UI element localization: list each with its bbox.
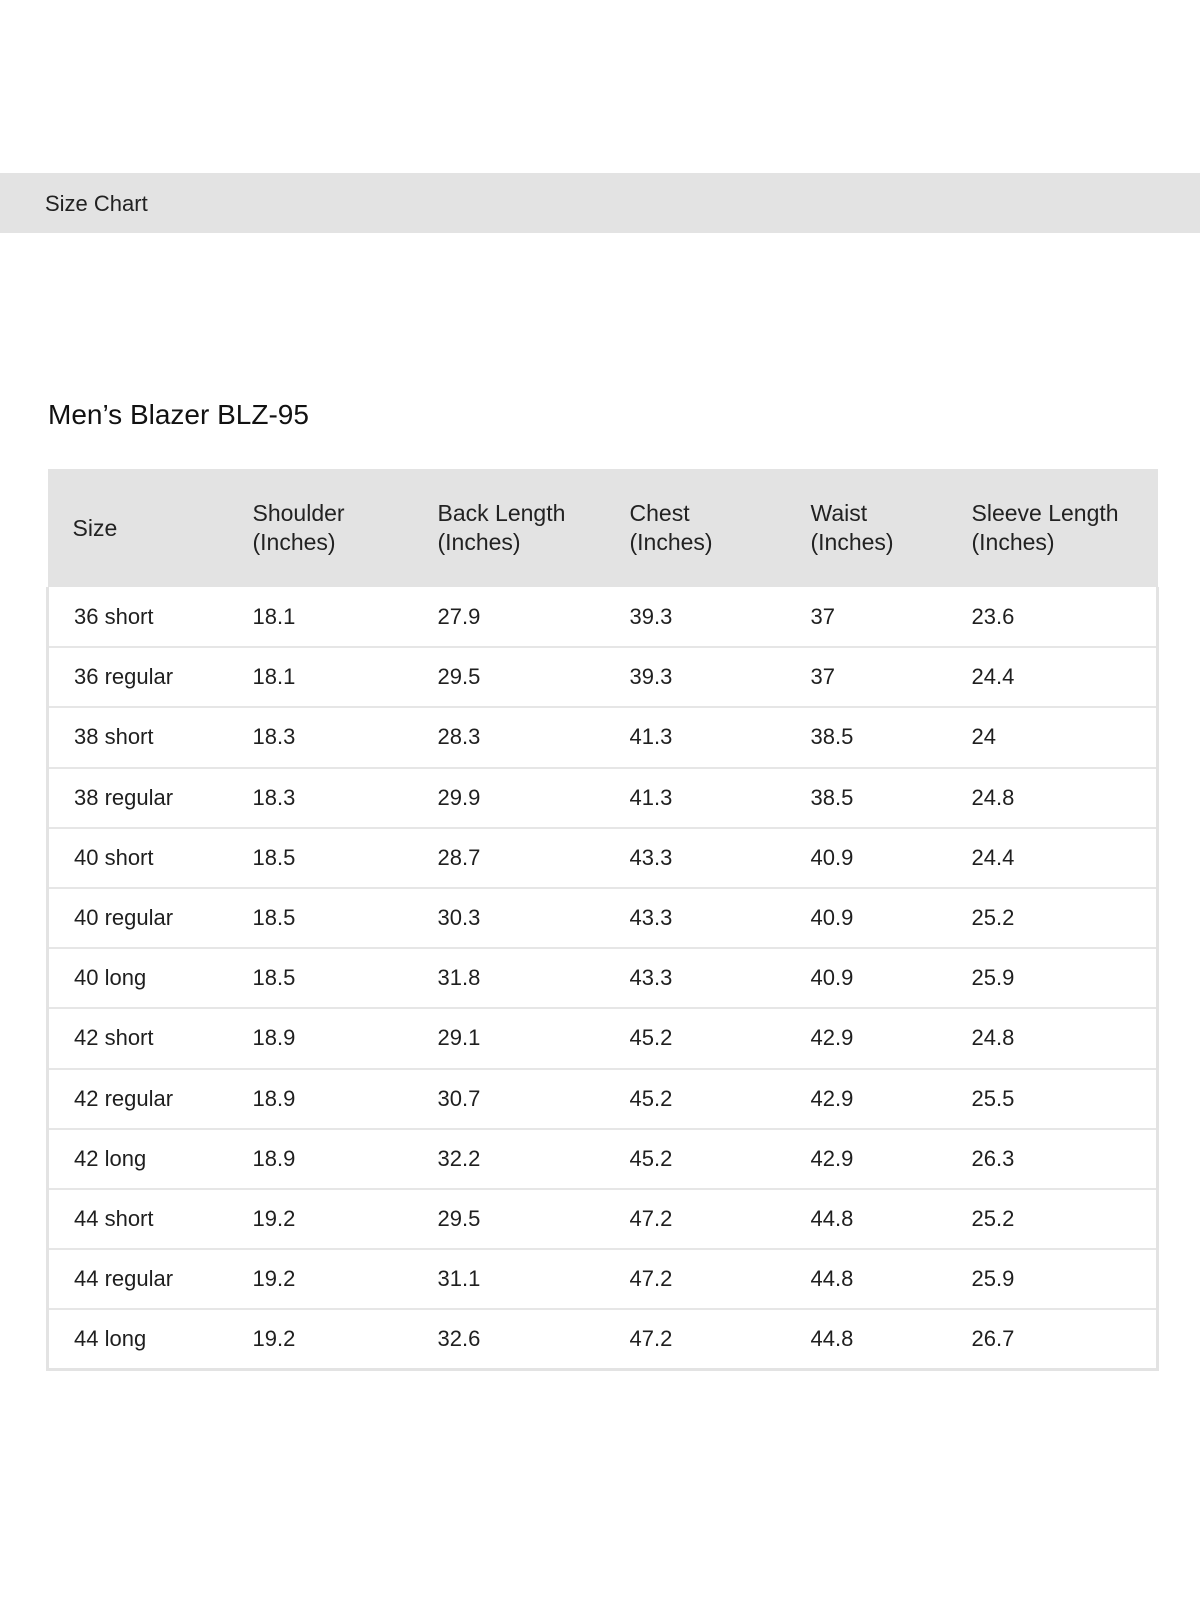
cell-chest: 41.3 xyxy=(629,724,673,750)
cell-back-length: 29.5 xyxy=(437,1205,481,1231)
cell-size: 40 short xyxy=(74,844,154,870)
cell-chest: 45.2 xyxy=(629,1025,673,1051)
cell-size: 36 regular xyxy=(74,664,174,690)
cell-sleeve-length: 26.7 xyxy=(971,1326,1015,1352)
column-header-sleeve-length xyxy=(947,469,1158,587)
column-header-label: Sleeve Length xyxy=(971,500,1119,526)
cell-waist: 42.9 xyxy=(810,1085,854,1111)
cell-waist: 42.9 xyxy=(810,1025,854,1051)
table-row xyxy=(48,647,1158,707)
cell-waist: 38.5 xyxy=(810,724,854,750)
cell-sleeve-length: 23.6 xyxy=(971,603,1015,629)
product-title: Men’s Blazer BLZ-95 xyxy=(48,399,309,430)
cell-sleeve-length: 24.4 xyxy=(971,664,1015,690)
table-row xyxy=(48,707,1158,767)
cell-size: 38 short xyxy=(74,724,154,750)
cell-sleeve-length: 25.5 xyxy=(971,1085,1015,1111)
cell-waist: 44.8 xyxy=(810,1266,854,1292)
cell-back-length: 30.7 xyxy=(437,1085,481,1111)
cell-size: 42 long xyxy=(74,1145,147,1171)
cell-chest: 41.3 xyxy=(629,784,673,810)
table-row xyxy=(48,1309,1158,1369)
cell-back-length: 31.8 xyxy=(437,965,481,991)
table-row xyxy=(48,1008,1158,1068)
column-header-label: Size xyxy=(72,514,118,541)
cell-size: 44 short xyxy=(74,1205,154,1231)
cell-sleeve-length: 24.4 xyxy=(971,844,1015,870)
column-header-label: Back Length xyxy=(437,500,566,526)
cell-chest: 47.2 xyxy=(629,1266,673,1292)
table-row xyxy=(48,1069,1158,1129)
cell-sleeve-length: 25.2 xyxy=(971,905,1015,931)
column-header-chest xyxy=(605,469,786,587)
table-row xyxy=(48,888,1158,948)
cell-chest: 43.3 xyxy=(629,905,673,931)
column-header-shoulder xyxy=(228,469,413,587)
cell-size: 40 regular xyxy=(74,905,174,931)
cell-waist: 40.9 xyxy=(810,965,854,991)
cell-size: 42 short xyxy=(74,1025,154,1051)
cell-size: 44 long xyxy=(74,1326,147,1352)
cell-waist: 38.5 xyxy=(810,784,854,810)
size-chart-header-label: Size Chart xyxy=(45,191,148,216)
cell-size: 38 regular xyxy=(74,784,174,810)
cell-size: 40 long xyxy=(74,965,147,991)
column-header-unit: (Inches) xyxy=(629,529,713,555)
column-header-unit: (Inches) xyxy=(252,529,336,555)
cell-waist: 42.9 xyxy=(810,1145,854,1171)
size-table-body xyxy=(48,587,1158,1369)
cell-chest: 43.3 xyxy=(629,965,673,991)
cell-shoulder: 18.3 xyxy=(252,784,296,810)
cell-shoulder: 18.5 xyxy=(252,844,296,870)
column-header-waist xyxy=(786,469,947,587)
cell-shoulder: 18.5 xyxy=(252,905,296,931)
cell-shoulder: 18.1 xyxy=(252,664,296,690)
cell-back-length: 32.6 xyxy=(437,1326,481,1352)
cell-chest: 45.2 xyxy=(629,1085,673,1111)
cell-shoulder: 19.2 xyxy=(252,1326,296,1352)
cell-chest: 47.2 xyxy=(629,1205,673,1231)
cell-shoulder: 18.3 xyxy=(252,724,296,750)
size-table-container xyxy=(46,469,1156,1371)
cell-back-length: 29.1 xyxy=(437,1025,481,1051)
column-header-back-length xyxy=(413,469,605,587)
cell-back-length: 31.1 xyxy=(437,1266,481,1292)
cell-chest: 45.2 xyxy=(629,1145,673,1171)
cell-size: 44 regular xyxy=(74,1266,174,1292)
cell-shoulder: 18.5 xyxy=(252,965,296,991)
cell-back-length: 30.3 xyxy=(437,905,481,931)
cell-sleeve-length: 24 xyxy=(971,724,996,750)
cell-chest: 43.3 xyxy=(629,844,673,870)
cell-shoulder: 18.9 xyxy=(252,1085,296,1111)
cell-shoulder: 18.9 xyxy=(252,1025,296,1051)
column-header-label: Shoulder xyxy=(252,500,345,526)
cell-back-length: 32.2 xyxy=(437,1145,481,1171)
column-header-unit: (Inches) xyxy=(437,529,521,555)
cell-back-length: 29.9 xyxy=(437,784,481,810)
cell-waist: 44.8 xyxy=(810,1326,854,1352)
cell-waist: 44.8 xyxy=(810,1205,854,1231)
cell-sleeve-length: 25.2 xyxy=(971,1205,1015,1231)
column-header-label: Waist xyxy=(810,500,868,526)
cell-waist: 37 xyxy=(810,664,835,690)
cell-waist: 40.9 xyxy=(810,905,854,931)
table-row xyxy=(48,1249,1158,1309)
cell-chest: 47.2 xyxy=(629,1326,673,1352)
column-header-unit: (Inches) xyxy=(971,529,1055,555)
cell-chest: 39.3 xyxy=(629,603,673,629)
table-row xyxy=(48,948,1158,1008)
cell-waist: 40.9 xyxy=(810,844,854,870)
cell-sleeve-length: 24.8 xyxy=(971,784,1015,810)
cell-shoulder: 18.9 xyxy=(252,1145,296,1171)
cell-sleeve-length: 25.9 xyxy=(971,1266,1015,1292)
cell-chest: 39.3 xyxy=(629,664,673,690)
cell-size: 36 short xyxy=(74,603,154,629)
table-row xyxy=(48,828,1158,888)
cell-shoulder: 18.1 xyxy=(252,603,296,629)
cell-shoulder: 19.2 xyxy=(252,1205,296,1231)
table-row xyxy=(48,587,1158,647)
column-header-size xyxy=(48,469,228,587)
cell-shoulder: 19.2 xyxy=(252,1266,296,1292)
cell-waist: 37 xyxy=(810,603,835,629)
size-table-header xyxy=(48,469,1158,587)
cell-back-length: 29.5 xyxy=(437,664,481,690)
size-table-header-row xyxy=(48,469,1158,587)
cell-back-length: 28.7 xyxy=(437,844,481,870)
table-row xyxy=(48,1129,1158,1189)
cell-back-length: 28.3 xyxy=(437,724,481,750)
cell-size: 42 regular xyxy=(74,1085,174,1111)
size-table xyxy=(46,469,1159,1371)
size-chart-header-bar xyxy=(0,173,1200,233)
column-header-label: Chest xyxy=(629,500,690,526)
column-header-unit: (Inches) xyxy=(810,529,894,555)
cell-back-length: 27.9 xyxy=(437,603,481,629)
table-row xyxy=(48,1189,1158,1249)
table-row xyxy=(48,768,1158,828)
cell-sleeve-length: 25.9 xyxy=(971,965,1015,991)
cell-sleeve-length: 24.8 xyxy=(971,1025,1015,1051)
cell-sleeve-length: 26.3 xyxy=(971,1145,1015,1171)
